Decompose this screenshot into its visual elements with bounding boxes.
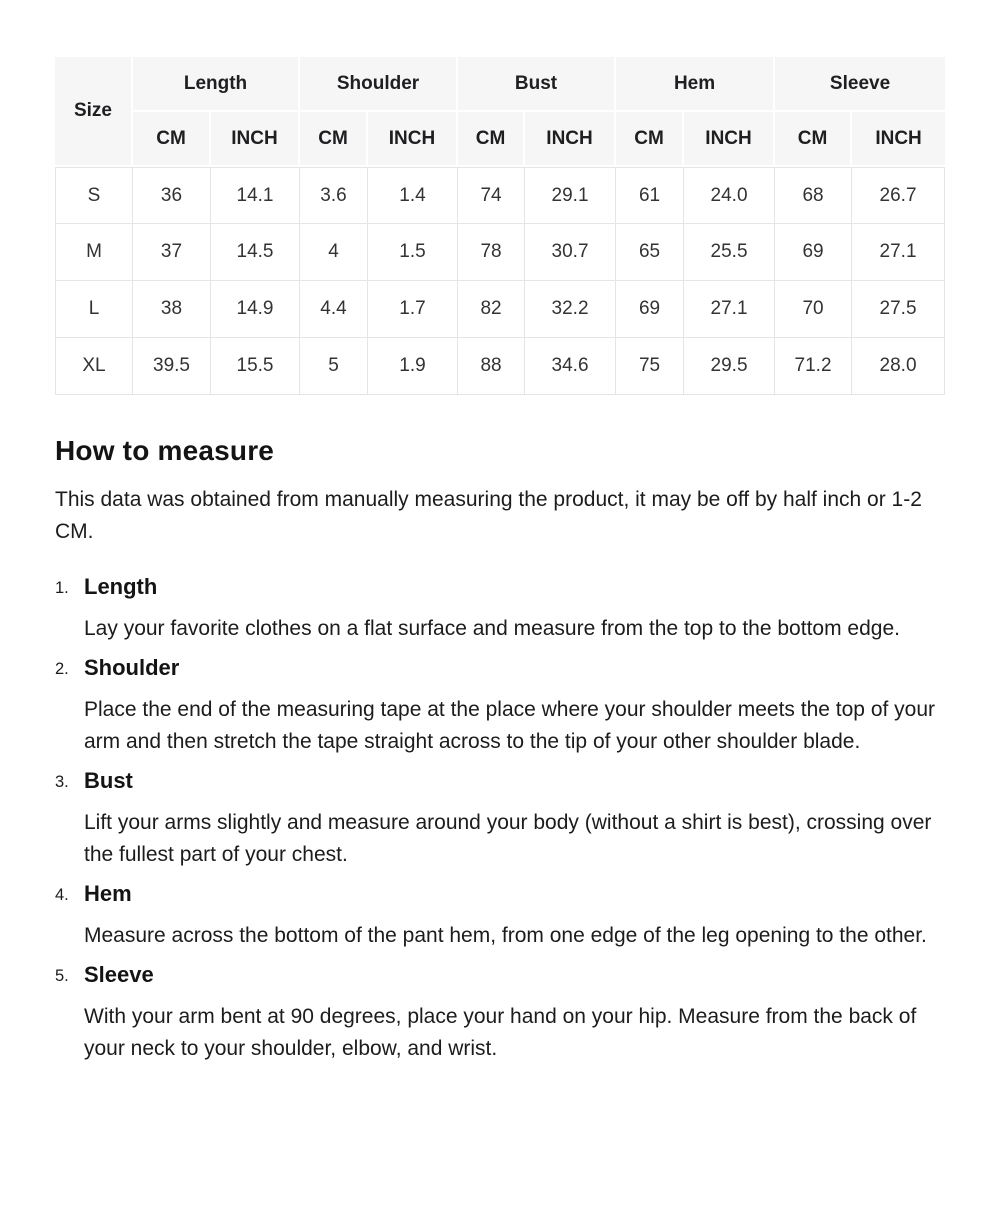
size-row-label: S xyxy=(55,167,133,224)
measurement-cell: 15.5 xyxy=(211,338,300,395)
unit-header-sleeve-cm: CM xyxy=(775,112,852,167)
unit-header-bust-cm: CM xyxy=(458,112,525,167)
group-header-row xyxy=(55,57,945,112)
unit-header-length-cm: CM xyxy=(133,112,211,167)
size-chart-body xyxy=(55,167,945,395)
measure-description: Lift your arms slightly and measure around your body (without a shirt is best), crossing over the fullest part of your chest. xyxy=(84,811,932,866)
table-row-l xyxy=(55,281,945,338)
measurement-cell: 4 xyxy=(300,224,368,281)
measurement-cell: 70 xyxy=(775,281,852,338)
how-to-measure-title: How to measure xyxy=(55,435,275,466)
unit-header-shoulder-inch: INCH xyxy=(368,112,458,167)
size-chart-header xyxy=(55,57,945,167)
measurement-cell: 65 xyxy=(616,224,684,281)
measurement-cell: 26.7 xyxy=(852,167,945,224)
measure-description: With your arm bent at 90 degrees, place your hand on your hip. Measure from the back of your neck to your shoulder, elbow, and wrist. xyxy=(84,1005,917,1060)
measurement-cell: 78 xyxy=(458,224,525,281)
measurement-cell: 24.0 xyxy=(684,167,775,224)
table-row-s xyxy=(55,167,945,224)
measurement-cell: 5 xyxy=(300,338,368,395)
measure-term-sleeve: Sleeve xyxy=(84,962,154,987)
measurement-cell: 14.5 xyxy=(211,224,300,281)
list-number: 5. xyxy=(55,967,69,985)
measurement-cell: 27.5 xyxy=(852,281,945,338)
measure-term-shoulder: Shoulder xyxy=(84,655,180,680)
measurement-cell: 68 xyxy=(775,167,852,224)
measurement-cell: 34.6 xyxy=(525,338,616,395)
unit-header-length-inch: INCH xyxy=(211,112,300,167)
unit-header-hem-inch: INCH xyxy=(684,112,775,167)
measurement-cell: 29.1 xyxy=(525,167,616,224)
measurement-cell: 38 xyxy=(133,281,211,338)
measurement-cell: 71.2 xyxy=(775,338,852,395)
measurement-cell: 75 xyxy=(616,338,684,395)
measurement-cell: 14.9 xyxy=(211,281,300,338)
table-row-m xyxy=(55,224,945,281)
measurement-cell: 3.6 xyxy=(300,167,368,224)
measurement-cell: 29.5 xyxy=(684,338,775,395)
size-column-header: Size xyxy=(55,57,133,167)
group-header-length: Length xyxy=(133,57,300,112)
measurement-cell: 1.5 xyxy=(368,224,458,281)
measurement-cell: 61 xyxy=(616,167,684,224)
measurement-cell: 69 xyxy=(775,224,852,281)
list-number: 4. xyxy=(55,886,69,904)
unit-header-row xyxy=(55,112,945,167)
measurement-cell: 1.4 xyxy=(368,167,458,224)
measure-description: Measure across the bottom of the pant hem, from one edge of the leg opening to the other. xyxy=(84,924,927,947)
measure-description: Lay your favorite clothes on a flat surface and measure from the top to the bottom edge. xyxy=(84,617,900,640)
list-number: 1. xyxy=(55,579,69,597)
measurement-cell: 28.0 xyxy=(852,338,945,395)
measurement-cell: 27.1 xyxy=(684,281,775,338)
size-row-label: L xyxy=(55,281,133,338)
measurement-cell: 74 xyxy=(458,167,525,224)
group-header-bust: Bust xyxy=(458,57,616,112)
measurement-cell: 1.7 xyxy=(368,281,458,338)
measurement-cell: 4.4 xyxy=(300,281,368,338)
unit-header-sleeve-inch: INCH xyxy=(852,112,945,167)
list-item-sleeve xyxy=(55,962,945,1065)
unit-header-bust-inch: INCH xyxy=(525,112,616,167)
measure-intro-text: This data was obtained from manually measuring the product, it may be off by half inch or 1-2 CM. xyxy=(55,488,922,543)
measurement-cell: 25.5 xyxy=(684,224,775,281)
group-header-hem: Hem xyxy=(616,57,775,112)
measure-description: Place the end of the measuring tape at the place where your shoulder meets the top of your arm and then stretch the tape straight across to the tip of your other shoulder blade. xyxy=(84,698,936,753)
size-row-label: M xyxy=(55,224,133,281)
list-item-bust xyxy=(55,768,945,871)
measurement-cell: 82 xyxy=(458,281,525,338)
list-item-length xyxy=(55,574,945,645)
size-row-label: XL xyxy=(55,338,133,395)
measurement-cell: 14.1 xyxy=(211,167,300,224)
measurement-cell: 37 xyxy=(133,224,211,281)
list-item-shoulder xyxy=(55,655,945,758)
measure-instruction-list xyxy=(55,574,945,1065)
measure-term-bust: Bust xyxy=(84,768,133,793)
unit-header-shoulder-cm: CM xyxy=(300,112,368,167)
measurement-cell: 39.5 xyxy=(133,338,211,395)
table-row-xl xyxy=(55,338,945,395)
measure-term-length: Length xyxy=(84,574,158,599)
list-number: 3. xyxy=(55,773,69,791)
measurement-cell: 36 xyxy=(133,167,211,224)
size-guide-page xyxy=(55,0,945,1065)
measurement-cell: 88 xyxy=(458,338,525,395)
list-item-hem xyxy=(55,881,945,952)
measurement-cell: 32.2 xyxy=(525,281,616,338)
group-header-sleeve: Sleeve xyxy=(775,57,945,112)
list-number: 2. xyxy=(55,660,69,678)
group-header-shoulder: Shoulder xyxy=(300,57,458,112)
measurement-cell: 69 xyxy=(616,281,684,338)
measurement-cell: 30.7 xyxy=(525,224,616,281)
unit-header-hem-cm: CM xyxy=(616,112,684,167)
measure-term-hem: Hem xyxy=(84,881,132,906)
measurement-cell: 1.9 xyxy=(368,338,458,395)
size-chart-table xyxy=(55,57,945,395)
measurement-cell: 27.1 xyxy=(852,224,945,281)
